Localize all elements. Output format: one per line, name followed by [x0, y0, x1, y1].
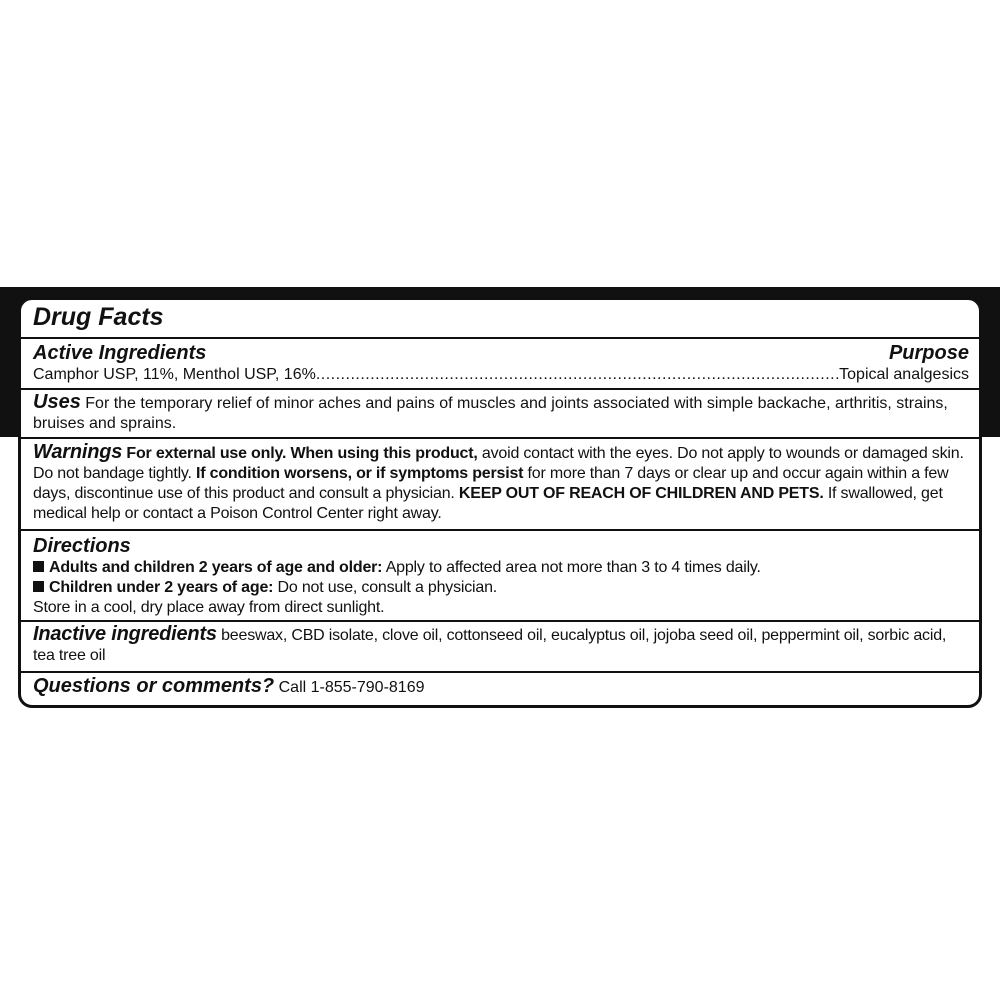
- warnings-section: [21, 442, 979, 524]
- warnings-heading: Warnings: [33, 441, 123, 463]
- directions-item-1: [33, 558, 969, 578]
- active-ingredient-text: Camphor USP, 11%, Menthol USP, 16%: [33, 366, 316, 383]
- directions-item-2: [33, 578, 969, 598]
- warnings-bold-1: For external use only. When using this product,: [126, 445, 478, 462]
- directions-item-1-bold: Adults and children 2 years of age and older:: [49, 559, 383, 576]
- directions-heading: Directions: [33, 535, 131, 557]
- active-ingredient-row: [33, 365, 969, 385]
- warnings-text-2: for more than 7 days or clear up and occur again within a few days, discontinue use of this product and consult a physician.: [33, 465, 949, 502]
- directions-storage: Store in a cool, dry place away from direct sunlight.: [33, 599, 385, 616]
- questions-heading: Questions or comments?: [33, 675, 275, 697]
- questions-section: [21, 676, 979, 698]
- uses-section: [21, 392, 979, 434]
- active-ingredients-header: [33, 341, 969, 365]
- purpose-heading: Purpose: [888, 342, 969, 364]
- warnings-bold-3: KEEP OUT OF REACH OF CHILDREN AND PETS.: [458, 485, 824, 502]
- inactive-ingredients-heading: Inactive ingredients: [33, 623, 217, 645]
- questions-phone-text: Call 1-855-790-8169: [278, 679, 425, 696]
- directions-item-2-bold: Children under 2 years of age:: [49, 579, 274, 596]
- divider: [21, 388, 979, 390]
- leader-dots: [316, 365, 839, 385]
- warnings-text-3: If swallowed, get medical help or contact a Poison Control Center right away.: [33, 485, 943, 522]
- directions-item-1-text: Apply to affected area not more than 3 to 4 times daily.: [385, 559, 761, 576]
- warnings-text-1: avoid contact with the eyes. Do not apply to wounds or damaged skin. Do not bandage tightly.: [33, 445, 964, 482]
- divider: [21, 337, 979, 339]
- uses-heading: Uses: [33, 391, 81, 413]
- divider: [21, 620, 979, 622]
- divider: [21, 671, 979, 673]
- inactive-ingredients-section: [21, 624, 979, 666]
- active-ingredients-section: [21, 341, 979, 385]
- drug-facts-panel: [18, 297, 982, 708]
- warnings-bold-2: If condition worsens, or if symptoms persist: [196, 465, 524, 482]
- active-ingredients-heading: Active Ingredients: [33, 342, 207, 364]
- drug-facts-header: [21, 302, 979, 332]
- square-bullet-icon: [33, 561, 44, 572]
- uses-text: For the temporary relief of minor aches and pains of muscles and joints associated with simple backache, arthritis, strains, bruises and sprains.: [33, 395, 948, 432]
- inactive-ingredients-text: beeswax, CBD isolate, clove oil, cottonseed oil, eucalyptus oil, jojoba seed oil, peppermint oil, sorbic acid, tea tree oil: [33, 627, 947, 664]
- square-bullet-icon: [33, 581, 44, 592]
- divider: [21, 529, 979, 531]
- purpose-text: Topical analgesics: [839, 366, 969, 383]
- divider: [21, 437, 979, 439]
- drug-facts-title: Drug Facts: [33, 303, 164, 331]
- directions-section: [21, 534, 979, 618]
- directions-item-2-text: Do not use, consult a physician.: [277, 579, 498, 596]
